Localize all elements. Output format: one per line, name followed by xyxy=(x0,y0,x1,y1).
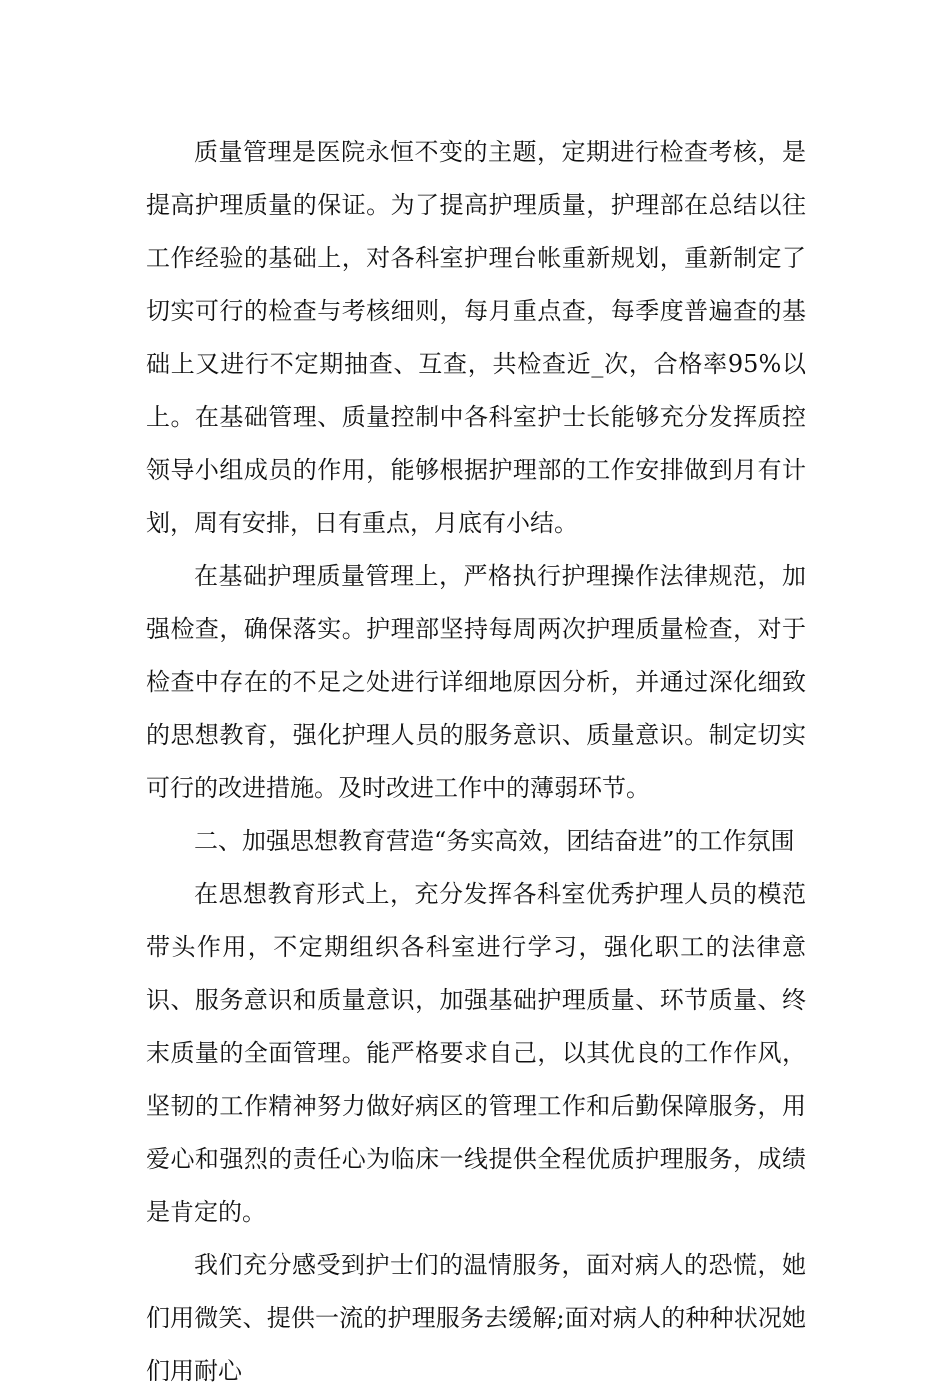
paragraph-quality-management: 质量管理是医院永恒不变的主题，定期进行检查考核，是提高护理质量的保证。为了提高护理质量，护理部在总结以往工作经验的基础上，对各科室护理台帐重新规划，重新制定了切实可行的检查与考核细则，每月重点查，每季度普遍查的基础上又进行不定期抽查、互查，共检查近_次，合格率95%以上。在基础管理、质量控制中各科室护士长能够充分发挥质控领导小组成员的作用，能够根据护理部的工作安排做到月有计划，周有安排，日有重点，月底有小结。 xyxy=(146,138,806,537)
paragraph-basic-nursing-quality: 在基础护理质量管理上，严格执行护理操作法律规范，加强检查，确保落实。护理部坚持每周两次护理质量检查，对于检查中存在的不足之处进行详细地原因分析，并通过深化细致的思想教育，强化护理人员的服务意识、质量意识。制定切实可行的改进措施。及时改进工作中的薄弱环节。 xyxy=(146,562,806,802)
paragraph-ideological-education: 在思想教育形式上，充分发挥各科室优秀护理人员的模范带头作用，不定期组织各科室进行学习，强化职工的法律意识、服务意识和质量意识，加强基础护理质量、环节质量、终末质量的全面管理。能严格要求自己，以其优良的工作作风，坚韧的工作精神努力做好病区的管理工作和后勤保障服务，用爱心和强烈的责任心为临床一线提供全程优质护理服务，成绩是肯定的。 xyxy=(146,880,806,1226)
document-body xyxy=(146,126,806,1398)
section-heading-ideological-education: 二、加强思想教育营造“务实高效，团结奋进”的工作氛围 xyxy=(194,827,795,855)
paragraph-warm-service: 我们充分感受到护士们的温情服务，面对病人的恐慌，她们用微笑、提供一流的护理服务去缓解;面对病人的种种状况她们用耐心 xyxy=(146,1251,806,1385)
